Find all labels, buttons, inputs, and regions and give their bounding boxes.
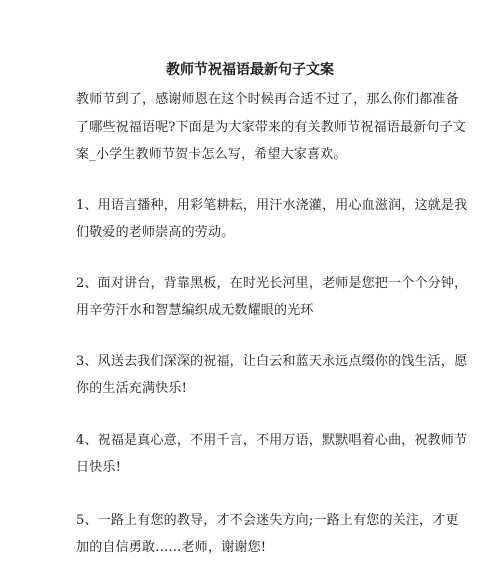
item-1-line-1: 1、用语言播种，用彩笔耕耘，用汗水浇灌，用心血滋润，这就是我 [76,198,468,213]
item-4-line-2: 日快乐! [76,460,122,475]
item-2-line-2: 用辛劳汗水和智慧编织成无数耀眼的光环 [76,303,314,318]
item-3-line-2: 你的生活充满快乐! [76,381,188,396]
intro-line-3: 案_小学生教师节贺卡怎么写，希望大家喜欢。 [76,147,347,162]
item-4-line-1: 4、祝福是真心意，不用千言，不用万语，默默唱着心曲，祝教师节 [76,433,468,448]
item-5-line-1: 5、一路上有您的教导，才不会迷失方向;一路上有您的关注，才更 [76,513,459,528]
item-3-line-1: 3、风送去我们深深的祝福，让白云和蓝天永远点缀你的饯生活，愿 [76,354,468,369]
intro-line-1: 教师节到了，感谢师恩在这个时候再合适不过了，那么你们都准备 [76,92,459,107]
intro-line-2: 了哪些祝福语呢?下面是为大家带来的有关教师节祝福语最新句子文 [76,120,466,135]
item-1-line-2: 们敬爱的老师崇高的劳动。 [76,225,235,240]
item-5-line-2: 加的自信勇敢……老师，谢谢您! [76,540,267,555]
item-2-line-1: 2、面对讲台，背靠黑板，在时光长河里，老师是您把一个个分钟， [76,276,468,291]
document-title: 教师节祝福语最新句子文案 [166,62,334,78]
